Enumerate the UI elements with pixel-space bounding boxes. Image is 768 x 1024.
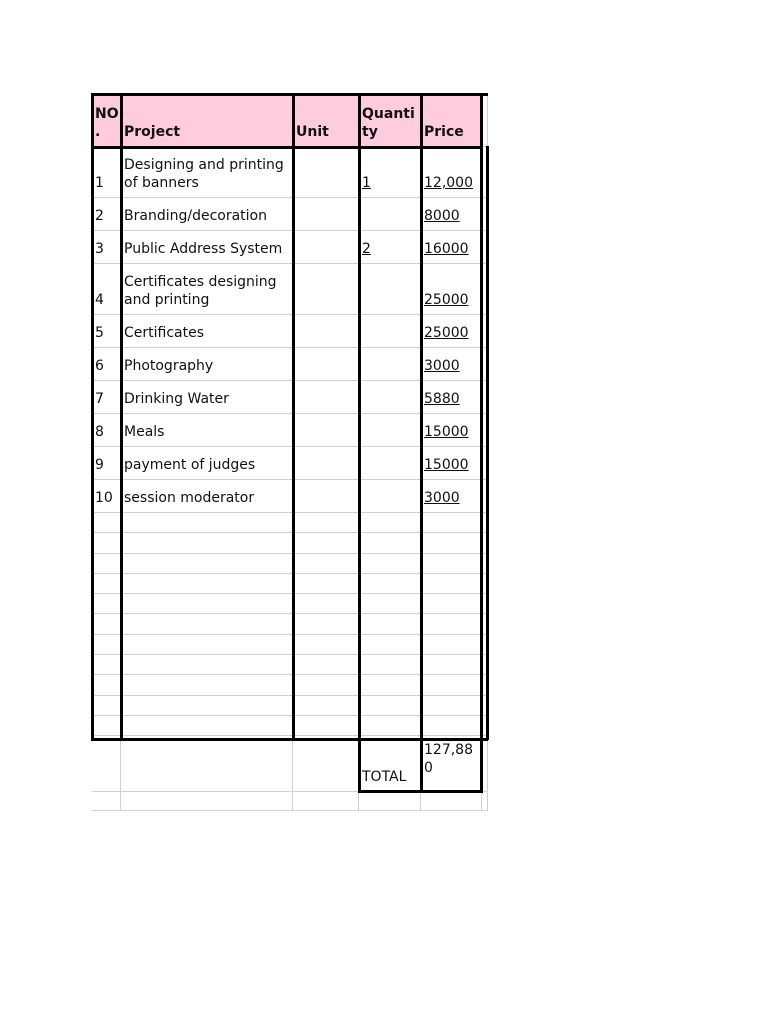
header-cell-price[interactable] — [421, 94, 482, 147]
empty-row-cell[interactable] — [121, 554, 293, 574]
trailing-row-cell[interactable] — [121, 792, 293, 811]
total-label: TOTAL — [362, 769, 407, 785]
header-label-quantity: Quanti ty — [362, 106, 415, 140]
empty-row-cell[interactable] — [92, 554, 121, 574]
border-total-left — [358, 738, 361, 793]
row-7-price-text: 5880 — [424, 391, 460, 407]
row-1-quantity[interactable] — [359, 147, 421, 198]
border-outer-right — [486, 146, 489, 740]
header-cell-project[interactable] — [121, 94, 293, 147]
empty-row-cell[interactable] — [421, 554, 482, 574]
row-4-unit[interactable] — [293, 264, 359, 315]
row-10-quantity[interactable] — [359, 480, 421, 513]
empty-row-cell[interactable] — [359, 554, 421, 574]
empty-row-cell[interactable] — [92, 696, 121, 716]
empty-row-cell[interactable] — [92, 594, 121, 614]
empty-row-cell[interactable] — [121, 594, 293, 614]
border-col-1 — [120, 93, 123, 739]
row-5-no[interactable] — [92, 315, 121, 348]
trailing-row-cell[interactable] — [482, 792, 488, 811]
empty-row-cell[interactable] — [421, 696, 482, 716]
trailing-row-cell[interactable] — [359, 792, 421, 811]
total-row-cell[interactable] — [92, 739, 121, 792]
header-label-unit: Unit — [296, 124, 329, 140]
total-value: 127,88 0 — [424, 742, 473, 776]
row-5-project[interactable] — [121, 315, 293, 348]
empty-row-cell[interactable] — [421, 635, 482, 655]
row-6-price-text: 3000 — [424, 358, 460, 374]
row-3-unit[interactable] — [293, 231, 359, 264]
row-9-no[interactable] — [92, 447, 121, 480]
row-3-no[interactable] — [92, 231, 121, 264]
header-cell-quantity[interactable] — [359, 94, 421, 147]
row-1-unit[interactable] — [293, 147, 359, 198]
row-9-no-text: 9 — [95, 457, 104, 473]
row-6-no[interactable] — [92, 348, 121, 381]
row-1-no[interactable] — [92, 147, 121, 198]
row-8-unit[interactable] — [293, 414, 359, 447]
row-5-project-text: Certificates — [124, 325, 205, 341]
total-row-cell[interactable] — [293, 739, 359, 792]
row-1-price[interactable] — [421, 147, 482, 198]
empty-row-cell[interactable] — [293, 554, 359, 574]
border-total-mid — [420, 738, 423, 793]
empty-row-cell[interactable] — [92, 635, 121, 655]
row-10-no-text: 10 — [95, 490, 113, 506]
row-9-project[interactable] — [121, 447, 293, 480]
empty-row-cell[interactable] — [293, 615, 359, 635]
empty-row-cell[interactable] — [421, 594, 482, 614]
row-2-project-text: Branding/decoration — [124, 208, 267, 224]
row-1-no-text: 1 — [95, 175, 104, 191]
empty-row-cell[interactable] — [293, 675, 359, 695]
border-col-price-right — [480, 93, 483, 739]
row-5-price[interactable] — [421, 315, 482, 348]
row-6-project[interactable] — [121, 348, 293, 381]
header-label-no: NO . — [95, 106, 119, 140]
empty-row-cell[interactable] — [421, 513, 482, 533]
row-5-unit[interactable] — [293, 315, 359, 348]
row-9-quantity[interactable] — [359, 447, 421, 480]
border-total-right — [480, 738, 483, 793]
empty-row-cell[interactable] — [92, 513, 121, 533]
row-3-project-text: Public Address System — [124, 241, 283, 257]
row-7-unit[interactable] — [293, 381, 359, 414]
header-label-project: Project — [124, 124, 181, 140]
empty-row-cell[interactable] — [293, 716, 359, 736]
border-col-2 — [292, 93, 295, 739]
total-value-cell[interactable] — [421, 739, 482, 792]
empty-row-cell[interactable] — [92, 655, 121, 675]
row-1-project-text: Designing and printing of banners — [124, 157, 284, 191]
empty-row-cell[interactable] — [421, 574, 482, 594]
empty-row-cell[interactable] — [121, 513, 293, 533]
row-3-quantity[interactable] — [359, 231, 421, 264]
row-3-quantity-text: 2 — [362, 241, 371, 257]
row-4-no-text: 4 — [95, 292, 104, 308]
row-2-project[interactable] — [121, 198, 293, 231]
row-2-unit[interactable] — [293, 198, 359, 231]
empty-row-cell[interactable] — [293, 533, 359, 553]
empty-row-cell[interactable] — [121, 675, 293, 695]
row-8-price[interactable] — [421, 414, 482, 447]
header-cell-unit[interactable] — [293, 94, 359, 147]
total-row-cell[interactable] — [121, 739, 293, 792]
empty-row-cell[interactable] — [359, 594, 421, 614]
row-1-price-text: 12,000 — [424, 175, 473, 191]
border-col-4 — [420, 93, 423, 739]
empty-row-cell[interactable] — [121, 615, 293, 635]
row-4-price-text: 25000 — [424, 292, 469, 308]
trailing-row-cell[interactable] — [293, 792, 359, 811]
row-7-no-text: 7 — [95, 391, 104, 407]
empty-row-cell[interactable] — [359, 574, 421, 594]
empty-row-cell[interactable] — [92, 675, 121, 695]
border-header-bottom — [91, 146, 482, 149]
row-9-project-text: payment of judges — [124, 457, 256, 473]
empty-row-cell[interactable] — [121, 716, 293, 736]
row-3-price[interactable] — [421, 231, 482, 264]
row-2-no[interactable] — [92, 198, 121, 231]
row-8-quantity[interactable] — [359, 414, 421, 447]
row-6-price[interactable] — [421, 348, 482, 381]
row-2-price[interactable] — [421, 198, 482, 231]
empty-row-cell[interactable] — [359, 635, 421, 655]
row-9-unit[interactable] — [293, 447, 359, 480]
row-10-price[interactable] — [421, 480, 482, 513]
empty-row-cell[interactable] — [293, 594, 359, 614]
row-2-price-text: 8000 — [424, 208, 460, 224]
row-2-quantity[interactable] — [359, 198, 421, 231]
row-3-project[interactable] — [121, 231, 293, 264]
row-4-price[interactable] — [421, 264, 482, 315]
empty-row-cell[interactable] — [293, 696, 359, 716]
trailing-row-cell[interactable] — [92, 792, 121, 811]
row-10-project[interactable] — [121, 480, 293, 513]
row-5-quantity[interactable] — [359, 315, 421, 348]
empty-row-cell[interactable] — [359, 655, 421, 675]
empty-row-cell[interactable] — [359, 513, 421, 533]
row-8-project[interactable] — [121, 414, 293, 447]
empty-row-cell[interactable] — [421, 615, 482, 635]
row-5-price-text: 25000 — [424, 325, 469, 341]
row-4-quantity[interactable] — [359, 264, 421, 315]
empty-row-cell[interactable] — [92, 716, 121, 736]
row-10-no[interactable] — [92, 480, 121, 513]
row-7-price[interactable] — [421, 381, 482, 414]
row-1-quantity-text: 1 — [362, 175, 371, 191]
row-5-no-text: 5 — [95, 325, 104, 341]
row-6-project-text: Photography — [124, 358, 214, 374]
header-label-price: Price — [424, 124, 464, 140]
border-col-3 — [358, 93, 361, 739]
row-7-quantity[interactable] — [359, 381, 421, 414]
row-10-unit[interactable] — [293, 480, 359, 513]
empty-row-cell[interactable] — [121, 533, 293, 553]
row-10-price-text: 3000 — [424, 490, 460, 506]
row-8-no-text: 8 — [95, 424, 104, 440]
row-1-project[interactable] — [121, 147, 293, 198]
empty-row-cell[interactable] — [121, 696, 293, 716]
row-4-no[interactable] — [92, 264, 121, 315]
row-3-price-text: 16000 — [424, 241, 469, 257]
empty-row-cell[interactable] — [293, 655, 359, 675]
empty-row-cell[interactable] — [121, 574, 293, 594]
header-cell-no[interactable] — [92, 94, 121, 147]
empty-row-cell[interactable] — [293, 574, 359, 594]
total-label-cell[interactable] — [359, 739, 421, 792]
border-body-bottom — [91, 738, 488, 741]
row-6-quantity[interactable] — [359, 348, 421, 381]
row-4-project[interactable] — [121, 264, 293, 315]
empty-row-cell[interactable] — [359, 615, 421, 635]
row-2-no-text: 2 — [95, 208, 104, 224]
row-4-project-text: Certificates designing and printing — [124, 274, 277, 308]
row-7-no[interactable] — [92, 381, 121, 414]
empty-row-cell[interactable] — [359, 675, 421, 695]
row-7-project[interactable] — [121, 381, 293, 414]
empty-row-cell[interactable] — [92, 533, 121, 553]
empty-row-cell[interactable] — [421, 533, 482, 553]
row-9-price[interactable] — [421, 447, 482, 480]
border-col-0 — [91, 93, 94, 739]
trailing-row-cell[interactable] — [421, 792, 482, 811]
empty-row-cell[interactable] — [121, 655, 293, 675]
row-7-project-text: Drinking Water — [124, 391, 229, 407]
row-10-project-text: session moderator — [124, 490, 255, 506]
border-top — [91, 93, 488, 96]
empty-row-cell[interactable] — [359, 533, 421, 553]
empty-row-cell[interactable] — [293, 635, 359, 655]
empty-row-cell[interactable] — [359, 696, 421, 716]
empty-row-cell[interactable] — [121, 635, 293, 655]
row-8-no[interactable] — [92, 414, 121, 447]
row-3-no-text: 3 — [95, 241, 104, 257]
empty-row-cell[interactable] — [293, 513, 359, 533]
row-6-no-text: 6 — [95, 358, 104, 374]
empty-row-cell[interactable] — [421, 655, 482, 675]
row-9-price-text: 15000 — [424, 457, 469, 473]
empty-row-cell[interactable] — [421, 716, 482, 736]
empty-row-cell[interactable] — [92, 574, 121, 594]
empty-row-cell[interactable] — [92, 615, 121, 635]
row-8-price-text: 15000 — [424, 424, 469, 440]
row-6-unit[interactable] — [293, 348, 359, 381]
empty-row-cell[interactable] — [421, 675, 482, 695]
empty-row-cell[interactable] — [359, 716, 421, 736]
row-8-project-text: Meals — [124, 424, 165, 440]
